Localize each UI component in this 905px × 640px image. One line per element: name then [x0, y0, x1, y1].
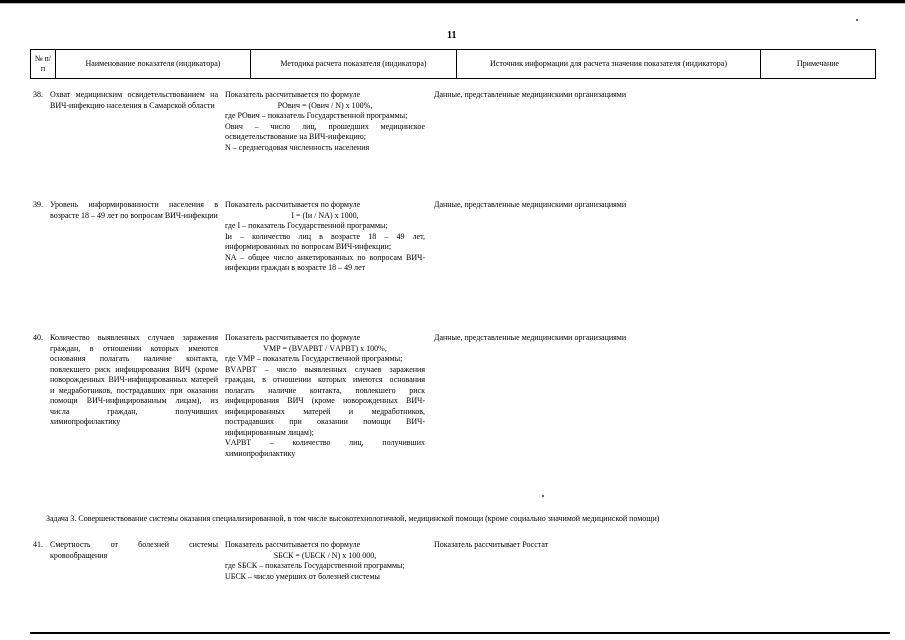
method-intro: Показатель рассчитывается по формуле: [225, 200, 361, 209]
row-method: [225, 200, 425, 274]
row-method: [225, 333, 425, 459]
formula: POвич = (Oвич / N) х 100%,: [277, 100, 373, 110]
scan-bottom-border: [30, 632, 890, 634]
header-col-source: Источник информации для расчета значения показателя (индикатора): [457, 50, 761, 78]
method-line: Iи – количество лиц в возрасте 18 – 49 лет, информированных по вопросам ВИЧ-инфекции;: [225, 231, 425, 251]
row-number: 38.: [33, 90, 43, 99]
method-line: VАРВТ – количество лиц, получивших химиопрофилактику: [225, 438, 425, 458]
method-line: BVАРВТ – число выявленных случаев заражения граждан, в отношении которых имеются основания полагать наличие контакта, повлекшего риск инфицирования ВИЧ (кроме новорожденных ВИЧ-инфицированных матерей и медработников, пострадавших при оказании помощи ВИЧ-инфицированным лицам);: [225, 364, 425, 437]
method-line: NA – общее число анкетированных по вопросам ВИЧ-инфекции граждан в возрасте 18 – 49 лет: [225, 252, 425, 272]
method-line: где I – показатель Государственной программы;: [225, 221, 388, 230]
row-source: Данные, представленные медицинскими организациями: [434, 333, 627, 342]
method-line: где SБСК – показатель Государственной программы;: [225, 561, 405, 570]
method-intro: Показатель рассчитывается по формуле: [225, 90, 361, 99]
row-number: 40.: [33, 333, 43, 342]
row-method: [225, 90, 425, 153]
row-source: Данные, представленные медицинскими организациями: [434, 200, 627, 209]
header-col-method: Методика расчета показателя (индикатора): [251, 50, 457, 78]
header-col-num: № п/п: [31, 50, 56, 78]
method-line: Oвич – число лиц, прошедших медицинское освидетельствование на ВИЧ-инфекцию;: [225, 121, 425, 141]
method-intro: Показатель рассчитывается по формуле: [225, 540, 361, 549]
row-name: Смертность от болезней системы кровообращения: [50, 540, 218, 560]
scan-speck: [542, 495, 544, 497]
row-source: Данные, представленные медицинскими организациями: [434, 90, 627, 99]
header-col-name: Наименование показателя (индикатора): [56, 50, 251, 78]
task-heading: Задача 3. Совершенствование системы оказания специализированной, в том числе высокотехнологичной, медицинской помощи (кроме социально значимой медицинской помощи): [46, 514, 660, 523]
method-line: где VМР – показатель Государственной программы;: [225, 354, 403, 363]
scan-top-border-light: [0, 3, 905, 4]
header-col-note: Примечание: [796, 59, 840, 68]
method-intro: Показатель рассчитывается по формуле: [225, 333, 361, 342]
row-method: [225, 540, 425, 582]
method-line: где POвич – показатель Государственной программы;: [225, 111, 408, 120]
row-name: Количество выявленных случаев заражения граждан, в отношении которых имеются основания полагать наличие контакта, повлекшего риск инфицирования ВИЧ (кроме новорожденных ВИЧ-инфицированных матерей и медработников, пострадавших при оказании помощи ВИЧ-инфицированным лицам), из числа граждан, получивших химиопрофилактику: [50, 333, 218, 426]
row-number: 41.: [33, 540, 43, 549]
formula: VМР = (BVАРВТ / VАРВТ) х 100%,: [263, 343, 387, 353]
page-number: 11: [447, 30, 457, 41]
row-name: Охват медицинским освидетельствованием на ВИЧ-инфекцию населения в Самарской области: [50, 90, 218, 110]
method-line: UБСК – число умерших от болезней системы: [225, 571, 380, 581]
row-source: Показатель рассчитывает Росстат: [434, 540, 549, 549]
row-number: 39.: [33, 200, 43, 209]
row-name: Уровень информированности населения в возрасте 18 – 49 лет по вопросам ВИЧ-инфекции: [50, 200, 218, 220]
formula: SБСК = (UБСК / N) х 100 000,: [273, 550, 377, 560]
table-header: [30, 49, 876, 79]
method-line: N – среднегодовая численность населения: [225, 142, 370, 152]
formula: I = (Iи / NA) х 1000,: [291, 210, 359, 220]
scan-speck: [856, 19, 858, 21]
